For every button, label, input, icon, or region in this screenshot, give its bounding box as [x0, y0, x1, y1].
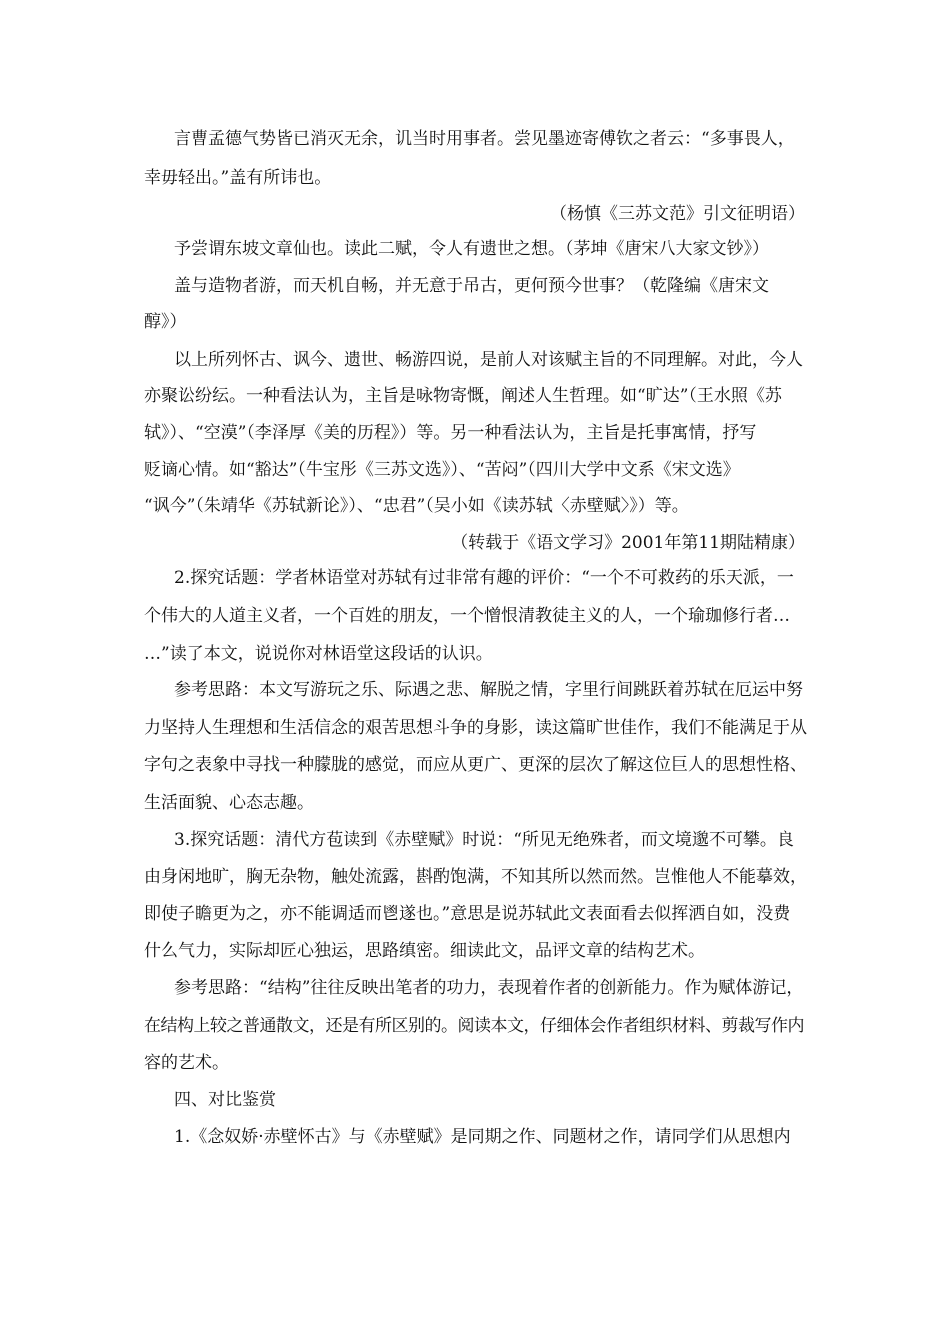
text-line: 幸毋轻出。”盖有所讳也。	[144, 168, 332, 188]
citation: （转载于《语文学习》2001年第11期陆精康）	[451, 533, 805, 553]
section-heading: 四、对比鉴赏	[174, 1090, 276, 1110]
text-line: 什么气力，实际却匠心独运，思路缜密。细读此文，品评文章的结构艺术。	[144, 941, 705, 961]
text-line: 言曹孟德气势皆已消灭无余，讥当时用事者。尝见墨迹寄傅钦之者云：“多事畏人，	[174, 129, 795, 149]
text-line: 由身闲地旷，胸无杂物，触处流露，斟酌饱满，不知其所以然而然。岂惟他人不能摹效，	[144, 867, 807, 887]
text-line: 醇》）	[144, 312, 187, 332]
text-line: 3.探究话题：清代方苞读到《赤壁赋》时说：“所见无绝殊者，而文境邈不可攀。良	[174, 830, 794, 850]
text-line: 参考思路：“结构”往往反映出笔者的功力，表现着作者的创新能力。作为赋体游记，	[174, 978, 804, 998]
text-line: 盖与造物者游，而天机自畅，并无意于吊古，更何预今世事？（乾隆编《唐宋文	[174, 276, 769, 296]
citation: （杨慎《三苏文范》引文征明语）	[550, 204, 805, 224]
text-line: 字句之表象中寻找一种朦胧的感觉，而应从更广、更深的层次了解这位巨人的思想性格、	[144, 755, 807, 775]
text-line: 亦聚讼纷纭。一种看法认为，主旨是咏物寄慨，阐述人生哲理。如“旷达”（王水照《苏	[144, 386, 782, 406]
text-line: 以上所列怀古、讽今、遗世、畅游四说，是前人对该赋主旨的不同理解。对此，今人	[174, 350, 803, 370]
text-line: …”读了本文，说说你对林语堂这段话的认识。	[144, 644, 493, 664]
text-line: “讽今”（朱靖华《苏轼新论》）、“忠君”（吴小如《读苏轼〈赤壁赋〉》）等。	[144, 496, 689, 516]
text-line: 1.《念奴娇·赤壁怀古》与《赤壁赋》是同期之作、同题材之作，请同学们从思想内	[174, 1127, 791, 1147]
text-line: 贬谪心情。如“豁达”（牛宝彤《三苏文选》）、“苦闷”（四川大学中文系《宋文选》	[144, 460, 740, 480]
text-line: 予尝谓东坡文章仙也。读此二赋，令人有遗世之想。（茅坤《唐宋八大家文钞》）	[174, 239, 769, 259]
text-line: 轼》）、“空漠”（李泽厚《美的历程》）等。另一种看法认为，主旨是托事寓情，抒写	[144, 423, 757, 443]
text-line: 生活面貌、心态志趣。	[144, 793, 314, 813]
text-line: 力坚持人生理想和生活信念的艰苦思想斗争的身影，读这篇旷世佳作，我们不能满足于从	[144, 718, 807, 738]
text-line: 容的艺术。	[144, 1053, 229, 1073]
text-line: 2.探究话题：学者林语堂对苏轼有过非常有趣的评价：“一个不可救药的乐天派，一	[174, 568, 794, 588]
text-line: 即使子瞻更为之，亦不能调适而鬯遂也。”意思是说苏轼此文表面看去似挥洒自如，没费	[144, 904, 791, 924]
text-line: 个伟大的人道主义者，一个百姓的朋友，一个憎恨清教徒主义的人，一个瑜珈修行者…	[144, 606, 790, 626]
text-line: 参考思路：本文写游玩之乐、际遇之悲、解脱之情，字里行间跳跃着苏轼在厄运中努	[174, 680, 803, 700]
text-line: 在结构上较之普通散文，还是有所区别的。阅读本文，仔细体会作者组织材料、剪裁写作内	[144, 1016, 804, 1036]
